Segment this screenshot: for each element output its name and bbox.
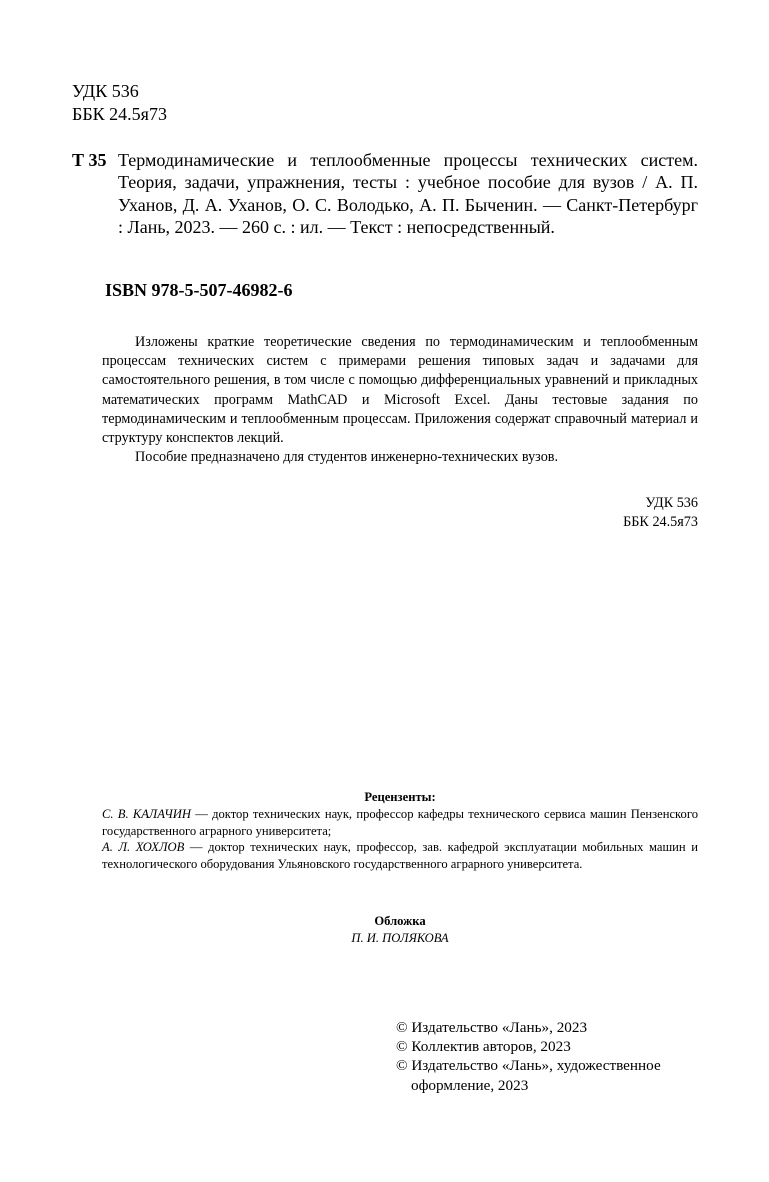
cover-heading: Обложка	[374, 914, 426, 928]
cover-credit	[102, 913, 698, 947]
abstract-udk: УДК 536	[645, 495, 698, 511]
title-line1-rest: и теплообменные процессы	[287, 150, 518, 170]
reviewer-item	[102, 806, 698, 840]
abstract-bbk: ББК 24.5я73	[623, 514, 698, 531]
copyright-line: © Коллектив авторов, 2023	[396, 1038, 571, 1056]
bibliographic-description	[118, 149, 698, 239]
copyright-line: © Издательство «Лань», 2023	[396, 1019, 588, 1036]
author-mark: Т 35	[72, 150, 107, 170]
reviewer-name: А. Л. ХОХЛОВ	[102, 840, 185, 855]
copyright-line: © Издательство «Лань», художественное оформление, 2023	[396, 1057, 661, 1094]
reviewer-item	[102, 839, 698, 873]
reviewers-heading: Рецензенты:	[364, 790, 436, 804]
abstract	[102, 333, 698, 467]
title-description: технических систем. Теория, задачи, упражнения, тесты : учебное пособие для вузов / А. П. Уханов, Д. А. Уханов, О. С. Володько, А. П. Быченин. — Санкт-Петербург : Лань, 2023. — 260 с. : ил. — Текст : непосредственный.	[118, 150, 699, 238]
classification-block	[72, 80, 167, 126]
reviewer-name: С. В. КАЛАЧИН	[102, 806, 191, 821]
isbn: ISBN 978-5-507-46982-6	[105, 280, 293, 300]
udk-code: УДК 536	[72, 81, 139, 101]
title-first-word: Термодинамические	[118, 150, 275, 170]
bbk-code: ББК 24.5я73	[72, 104, 167, 124]
reviewer-credentials: — доктор технических наук, профессор кафедры технического сервиса машин Пензенского государственного аграрного университета;	[102, 806, 698, 838]
bibliographic-entry	[72, 149, 698, 239]
abstract-classification	[560, 494, 698, 532]
copyright-block	[396, 1018, 696, 1095]
abstract-paragraph: Изложены краткие теоретические сведения по термодинамическим и теплообменным процессам технических систем с примерами решения типовых задач и задачами для самостоятельного решения, в том числе с помощью дифференциальных уравнений и прикладных математических программ MathCAD и Microsoft Excel. Даны тестовые задания по термодинамическим и теплообменным процессам. Приложения содержат справочный материал и структуру конспектов лекций.	[102, 334, 698, 447]
cover-designer: П. И. ПОЛЯКОВА	[351, 931, 449, 945]
abstract-paragraph-audience: Пособие предназначено для студентов инженерно-технических вузов.	[135, 449, 559, 466]
reviewer-credentials: — доктор технических наук, профессор, зав. кафедрой эксплуатации мобильных машин и технологического оборудования Ульяновского государственного аграрного университета.	[102, 840, 698, 872]
reviewers-block	[102, 789, 698, 873]
